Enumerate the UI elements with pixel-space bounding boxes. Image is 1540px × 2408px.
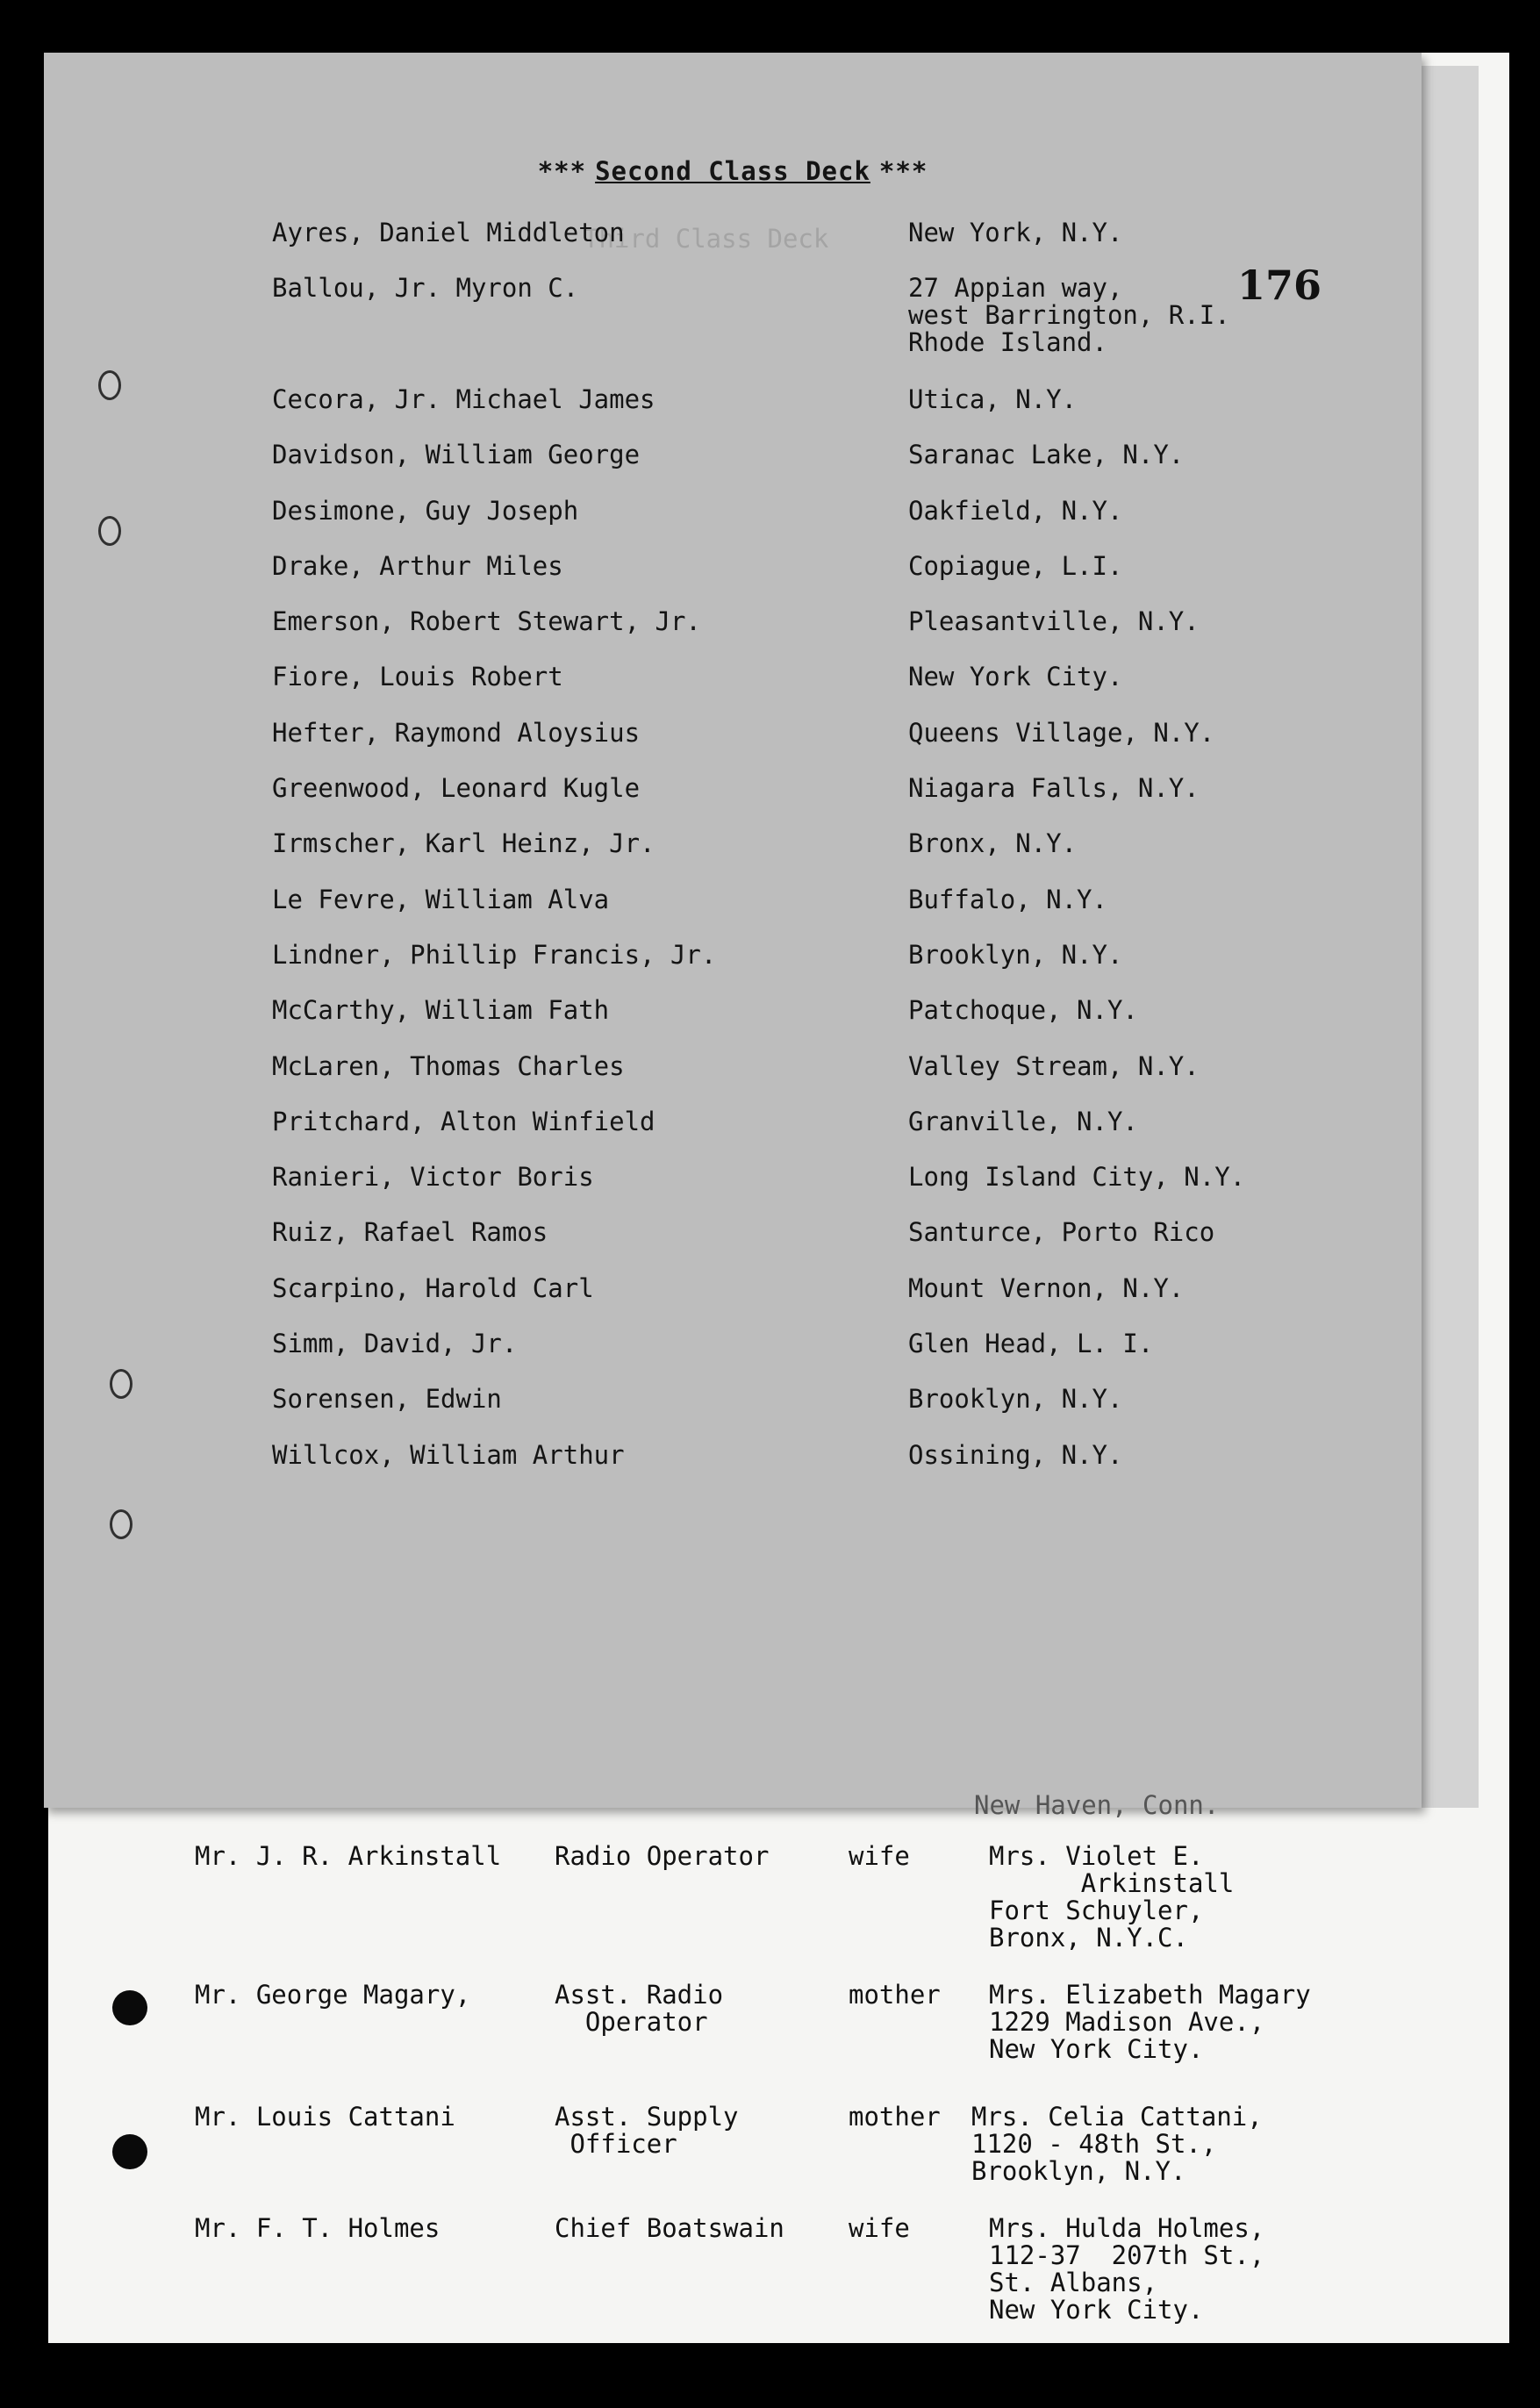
- crew-position-line: Officer: [555, 2129, 677, 2159]
- entry-place: Valley Stream, N.Y.: [908, 1050, 1200, 1081]
- ghost-heading: Third Class Deck: [584, 224, 829, 254]
- entry-name: Fiore, Louis Robert: [272, 662, 563, 692]
- crew-contact-line: Fort Schuyler,: [989, 1896, 1204, 1925]
- entry-name: Ayres, Daniel Middleton: [272, 218, 625, 247]
- crew-contact-line: Mrs. Elizabeth Magary: [989, 1980, 1311, 2010]
- entry-place: Buffalo, N.Y.: [908, 884, 1107, 914]
- entry-name: Simm, David, Jr.: [272, 1329, 518, 1358]
- entry-name: Ranieri, Victor Boris: [272, 1162, 594, 1193]
- entry-place: Bronx, N.Y.: [908, 828, 1078, 859]
- entry-place: Brooklyn, N.Y.: [908, 1384, 1123, 1415]
- entry-place: Niagara Falls, N.Y.: [908, 773, 1200, 803]
- crew-position: [555, 1982, 723, 2036]
- crew-contact-line: Mrs. Celia Cattani,: [971, 2102, 1263, 2132]
- entry-name: Pritchard, Alton Winfield: [272, 1106, 655, 1136]
- punch-hole-dot: [112, 1990, 147, 2025]
- entry-place: Santurce, Porto Rico: [908, 1217, 1215, 1248]
- crew-contact-line: Brooklyn, N.Y.: [971, 2156, 1186, 2186]
- entry-place: Saranac Lake, N.Y.: [908, 440, 1185, 470]
- title-stars-left: ***: [537, 156, 587, 186]
- entry-place: Queens Village, N.Y.: [908, 717, 1215, 748]
- entry-name: Emerson, Robert Stewart, Jr.: [272, 606, 701, 637]
- crew-relation: wife: [849, 2213, 910, 2243]
- entry-name: Ruiz, Rafael Ramos: [272, 1217, 548, 1248]
- punch-hole: [98, 370, 121, 400]
- crew-position: [555, 2103, 739, 2158]
- crew-contact: [971, 2103, 1263, 2185]
- cut-off-text: New Haven, Conn.: [974, 1790, 1220, 1820]
- entry-name: Lindner, Phillip Francis, Jr.: [272, 939, 717, 970]
- entry-place: Long Island City, N.Y.: [908, 1162, 1246, 1193]
- entry-place: Glen Head, L. I.: [908, 1329, 1154, 1358]
- entry-place: 27 Appian way, west Barrington, R.I. Rhode Island.: [908, 273, 1230, 358]
- crew-name: Mr. Louis Cattani: [195, 2102, 455, 2132]
- crew-name: Mr. J. R. Arkinstall: [195, 1841, 502, 1871]
- overlay-sheet: [44, 53, 1422, 1808]
- punch-hole: [110, 1509, 133, 1539]
- overlay-sheet-edge: [1417, 66, 1479, 1808]
- crew-position-line: Radio Operator: [555, 1841, 770, 1871]
- entry-name: Scarpino, Harold Carl: [272, 1272, 594, 1303]
- punch-hole: [98, 516, 121, 546]
- entry-name: Le Fevre, William Alva: [272, 884, 610, 914]
- crew-relation: mother: [849, 1980, 941, 2010]
- entry-name: Hefter, Raymond Aloysius: [272, 717, 641, 748]
- entry-place: New York, N.Y.: [908, 218, 1123, 247]
- title-text: Second Class Deck: [595, 156, 870, 186]
- crew-contact: [989, 1843, 1234, 1952]
- entry-place: Oakfield, N.Y.: [908, 495, 1123, 526]
- crew-position: [555, 2215, 784, 2242]
- entry-place: Mount Vernon, N.Y.: [908, 1272, 1185, 1303]
- crew-contact: [989, 2215, 1264, 2324]
- entry-name: Cecora, Jr. Michael James: [272, 383, 655, 414]
- crew-contact-line: St. Albans,: [989, 2268, 1158, 2297]
- page-title: [44, 156, 1422, 186]
- entry-place: Copiague, L.I.: [908, 550, 1123, 581]
- entry-name: Drake, Arthur Miles: [272, 550, 563, 581]
- crew-position-line: Chief Boatswain: [555, 2213, 784, 2243]
- crew-position-line: Asst. Supply: [555, 2102, 739, 2132]
- entry-place: Patchoque, N.Y.: [908, 995, 1138, 1026]
- crew-contact: [989, 1982, 1311, 2063]
- entry-name: McCarthy, William Fath: [272, 995, 610, 1026]
- crew-contact-line: 1229 Madison Ave.,: [989, 2007, 1265, 2037]
- crew-position-line: Operator: [555, 2007, 708, 2037]
- entry-place: Pleasantville, N.Y.: [908, 606, 1200, 637]
- crew-relation: wife: [849, 1841, 910, 1871]
- crew-relation: mother: [849, 2102, 941, 2132]
- punch-hole-dot: [112, 2134, 147, 2169]
- entry-place: New York City.: [908, 662, 1123, 692]
- entry-place: Ossining, N.Y.: [908, 1439, 1123, 1470]
- crew-contact-line: New York City.: [989, 2034, 1204, 2064]
- crew-contact-line: 112-37 207th St.,: [989, 2240, 1265, 2270]
- entry-name: Davidson, William George: [272, 440, 641, 470]
- entry-name: Greenwood, Leonard Kugle: [272, 773, 641, 803]
- page-number-stamp: 176: [1237, 262, 1322, 309]
- entry-name: McLaren, Thomas Charles: [272, 1050, 625, 1081]
- entry-name: Desimone, Guy Joseph: [272, 495, 579, 526]
- entry-place: Utica, N.Y.: [908, 383, 1078, 414]
- punch-hole: [110, 1369, 133, 1399]
- crew-name: Mr. George Magary,: [195, 1980, 471, 2010]
- entry-name: Irmscher, Karl Heinz, Jr.: [272, 828, 655, 859]
- crew-contact-line: Mrs. Violet E.: [989, 1841, 1204, 1871]
- crew-position-line: Asst. Radio: [555, 1980, 724, 2010]
- entry-name: Sorensen, Edwin: [272, 1384, 502, 1415]
- entry-place: Brooklyn, N.Y.: [908, 939, 1123, 970]
- crew-position: [555, 1843, 769, 1870]
- entry-name: Ballou, Jr. Myron C.: [272, 273, 579, 304]
- entry-name: Willcox, William Arthur: [272, 1439, 625, 1470]
- crew-contact-line: Bronx, N.Y.C.: [989, 1923, 1188, 1953]
- crew-contact-line: 1120 - 48th St.,: [971, 2129, 1217, 2159]
- entry-place: Granville, N.Y.: [908, 1106, 1138, 1136]
- crew-name: Mr. F. T. Holmes: [195, 2213, 441, 2243]
- crew-contact-line: Arkinstall: [989, 1868, 1235, 1898]
- title-stars-right: ***: [878, 156, 928, 186]
- crew-contact-line: Mrs. Hulda Holmes,: [989, 2213, 1265, 2243]
- crew-contact-line: New York City.: [989, 2295, 1204, 2325]
